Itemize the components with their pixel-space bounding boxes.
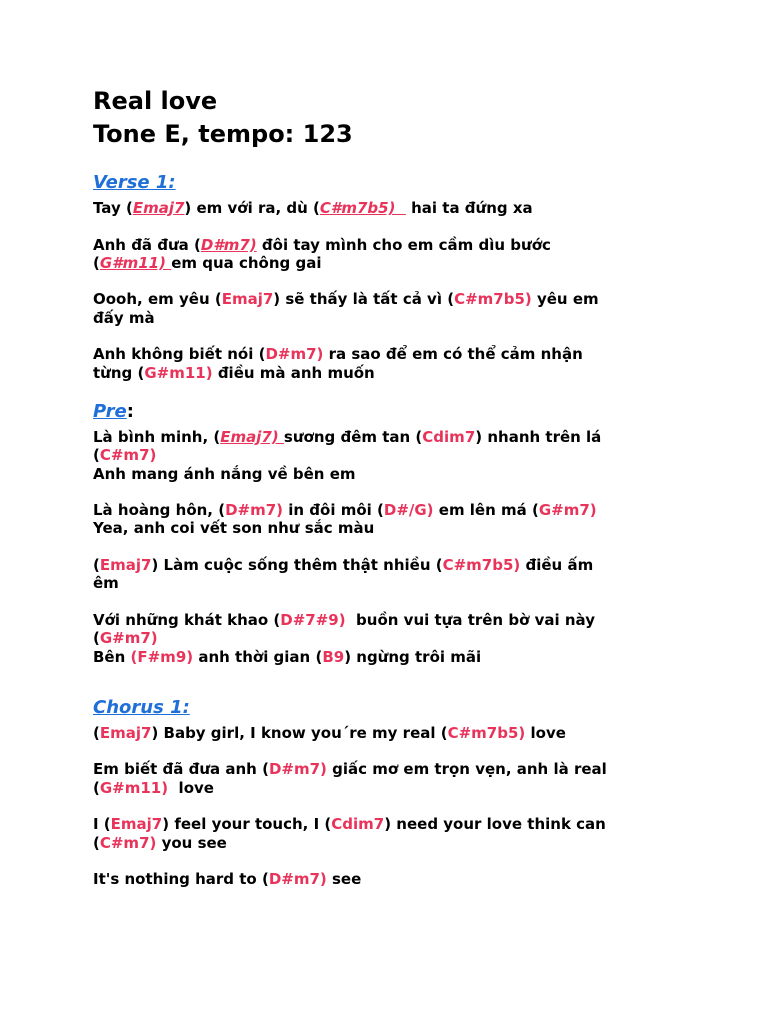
lyric-text: Là bình minh, ( — [93, 427, 221, 446]
lyric-text: It's nothing hard to ( — [93, 870, 269, 889]
lyric-paragraph — [93, 290, 733, 327]
lyric-text: ( — [93, 833, 100, 852]
lyric-paragraph — [93, 501, 733, 538]
lyric-line — [93, 236, 733, 254]
lyric-text: Em biết đã đưa anh ( — [93, 760, 269, 779]
section-heading — [93, 171, 733, 195]
lyric-text: ra sao để em có thể cảm nhận — [323, 345, 583, 364]
lyric-line — [93, 611, 733, 629]
lyric-text: ) ngừng trôi mãi — [344, 647, 482, 666]
section-heading — [93, 696, 733, 720]
lyric-paragraph — [93, 611, 733, 666]
chord-label: Cdim7 — [331, 815, 385, 834]
paragraph-spacer — [93, 538, 733, 556]
lyric-text: Anh đã đưa ( — [93, 235, 201, 254]
lyric-text: Tay ( — [93, 199, 133, 217]
lyric-line — [93, 465, 733, 483]
chord-label: C#m7b5) — [442, 556, 521, 575]
paragraph-spacer — [93, 327, 733, 345]
lyric-line — [93, 290, 733, 308]
lyric-text: từng ( — [93, 363, 145, 382]
chord-label: C#m7b5) — [447, 723, 526, 742]
lyric-paragraph — [93, 236, 733, 273]
lyric-line — [93, 254, 733, 272]
song-sections — [93, 171, 733, 889]
lyric-text: ) nhanh trên lá — [475, 427, 602, 446]
lyric-text: ( — [93, 253, 100, 272]
chord-label: D#m7) — [265, 345, 324, 364]
chord-label: G#m7) — [99, 629, 158, 648]
lyric-text: điều mà anh muốn — [212, 363, 375, 382]
lyric-text: ) need your love think can — [384, 815, 606, 834]
lyric-text: ( — [93, 723, 100, 742]
lyric-paragraph — [93, 428, 733, 483]
lyric-line — [93, 501, 733, 519]
chord-label: G#m11) — [144, 363, 213, 382]
lyric-paragraph — [93, 724, 733, 742]
chord-label: Emaj7 — [99, 723, 152, 742]
lyric-text: ) em với ra, dù ( — [184, 199, 320, 217]
lyric-text: love — [168, 778, 214, 797]
section-heading-suffix: : — [126, 400, 134, 422]
lyric-text: đôi tay mình cho em cầm dìu bước — [256, 235, 551, 254]
section-heading-text: Pre — [93, 400, 127, 422]
lyric-line — [93, 648, 733, 666]
lyric-line — [93, 574, 733, 592]
chord-label: C#m7b5) — [319, 199, 406, 217]
chord-label: D#m7) — [200, 235, 257, 254]
paragraph-spacer — [93, 483, 733, 501]
section-chorus-1 — [93, 696, 733, 889]
lyric-text: đấy mà — [93, 308, 155, 327]
lyric-text: em lên má ( — [433, 501, 539, 520]
chord-label: Emaj7) — [220, 427, 284, 446]
lyric-text: you see — [156, 833, 227, 852]
lyric-text: ( — [93, 556, 100, 575]
chord-label: B9 — [322, 647, 345, 666]
song-title-block — [93, 85, 733, 151]
chord-label: Emaj7 — [221, 290, 274, 309]
section-heading-text: Chorus 1: — [93, 696, 190, 718]
lyric-text: êm — [93, 574, 119, 593]
chord-label: G#m7) — [538, 501, 597, 520]
lyric-paragraph — [93, 556, 733, 593]
chord-label: Emaj7 — [99, 556, 152, 575]
lyric-text: ) feel your touch, I ( — [162, 815, 332, 834]
lyric-line — [93, 519, 733, 537]
paragraph-spacer — [93, 742, 733, 760]
lyric-line — [93, 364, 733, 382]
section-pre — [93, 400, 733, 666]
lyric-line — [93, 345, 733, 363]
lyric-text: ) sẽ thấy là tất cả vì ( — [273, 290, 455, 309]
paragraph-spacer — [93, 272, 733, 290]
lyric-line — [93, 834, 733, 852]
chord-label: C#m7) — [99, 833, 157, 852]
lyric-line — [93, 428, 733, 446]
lyric-line — [93, 870, 733, 888]
lyric-text: ( — [93, 778, 100, 797]
lyric-text: Bên — [93, 647, 131, 666]
section-heading-text: Verse 1: — [93, 172, 176, 193]
chord-label: D#m7) — [268, 760, 327, 779]
lyric-paragraph — [93, 815, 733, 852]
lyric-text: Là hoàng hôn, ( — [93, 501, 226, 520]
chord-label: G#m11) — [99, 778, 169, 797]
lyric-text: I ( — [93, 815, 111, 834]
chord-label: C#m7) — [99, 446, 157, 465]
lyric-paragraph — [93, 870, 733, 888]
lyric-paragraph — [93, 199, 733, 217]
paragraph-spacer — [93, 852, 733, 870]
chord-label: G#m11) — [99, 253, 172, 272]
lyrics-page — [93, 85, 733, 889]
lyric-text: buồn vui tựa trên bờ vai này — [345, 610, 595, 629]
lyric-text: love — [525, 723, 566, 742]
lyric-line — [93, 815, 733, 833]
lyric-text: ) Làm cuộc sống thêm thật nhiều ( — [151, 556, 443, 575]
paragraph-spacer — [93, 797, 733, 815]
lyric-text: Anh mang ánh nắng về bên em — [93, 464, 356, 483]
lyric-text: in đôi môi ( — [283, 501, 384, 520]
chord-label: D#/G) — [383, 501, 434, 520]
lyric-text: giấc mơ em trọn vẹn, anh là real — [326, 760, 607, 779]
lyric-text: Yea, anh coi vết son như sắc màu — [93, 519, 375, 538]
lyric-text: yêu em — [531, 290, 599, 309]
lyric-text: em qua chông gai — [171, 253, 322, 272]
chord-label: Emaj7 — [110, 815, 163, 834]
lyric-text: anh thời gian ( — [193, 647, 323, 666]
lyric-line — [93, 629, 733, 647]
section-verse-1 — [93, 171, 733, 382]
lyric-text: ( — [93, 629, 100, 648]
lyric-text: ( — [93, 446, 100, 465]
lyric-line — [93, 779, 733, 797]
song-title: Real love — [93, 87, 218, 115]
lyric-line — [93, 760, 733, 778]
chord-label: D#m7) — [268, 870, 327, 889]
lyric-text: Oooh, em yêu ( — [93, 290, 222, 309]
chord-label: D#m7) — [225, 501, 284, 520]
chord-label: D#7#9) — [280, 610, 346, 629]
lyric-text: Anh không biết nói ( — [93, 345, 266, 364]
lyric-paragraph — [93, 760, 733, 797]
lyric-line — [93, 309, 733, 327]
chord-label: Cdim7 — [422, 427, 476, 446]
section-heading — [93, 400, 733, 424]
chord-label: (F#m9) — [130, 647, 194, 666]
lyric-text: hai ta đứng xa — [405, 199, 533, 217]
paragraph-spacer — [93, 593, 733, 611]
lyric-text: ) Baby girl, I know you´re my real ( — [151, 723, 448, 742]
lyric-line — [93, 556, 733, 574]
lyric-text: Với những khát khao ( — [93, 610, 281, 629]
lyric-paragraph — [93, 345, 733, 382]
lyric-text: điều ấm — [520, 556, 594, 575]
paragraph-spacer — [93, 217, 733, 235]
chord-label: Emaj7 — [132, 199, 185, 217]
lyric-text: sương đêm tan ( — [283, 427, 423, 446]
lyric-line — [93, 446, 733, 464]
lyric-line — [93, 199, 733, 217]
song-tone-tempo: Tone E, tempo: 123 — [93, 120, 353, 148]
lyric-line — [93, 724, 733, 742]
lyric-text: see — [326, 870, 362, 889]
chord-label: C#m7b5) — [454, 290, 532, 309]
